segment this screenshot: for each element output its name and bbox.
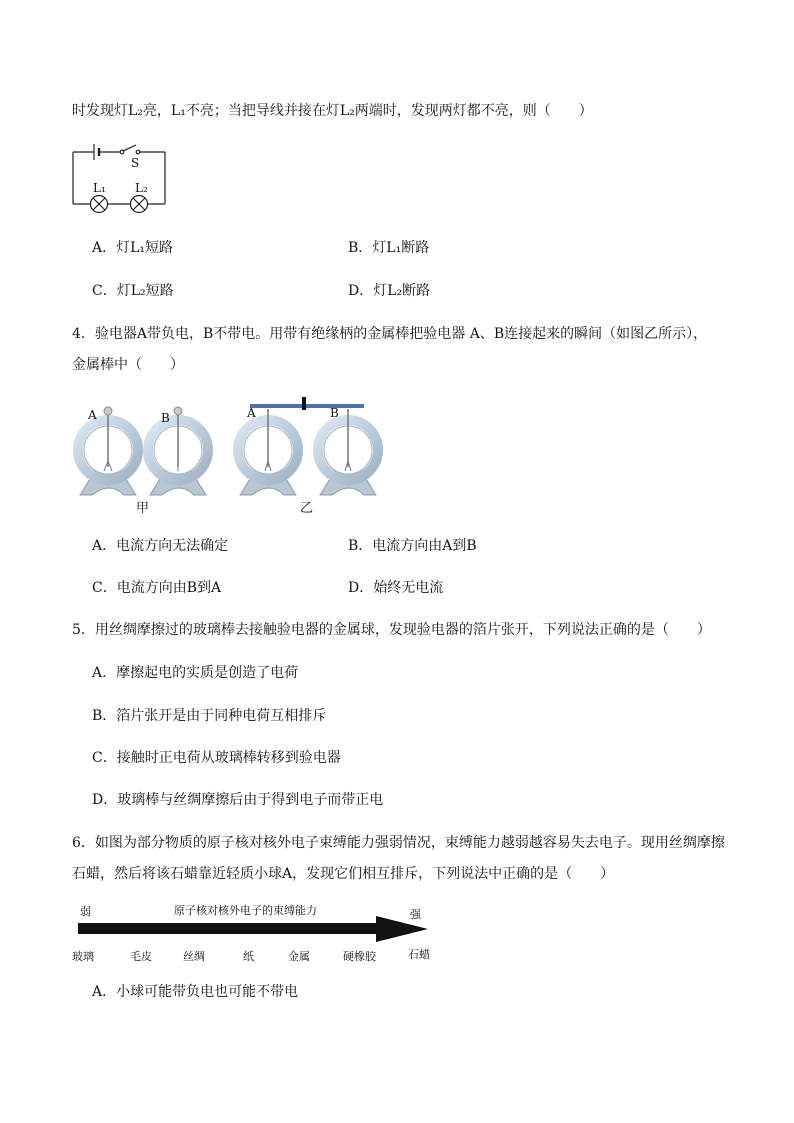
metal-rod [250,404,364,408]
lamp1-label: L₁ [93,181,106,195]
q4-option-d: D．始终无电流 [348,580,444,596]
label-a-yi: A [247,406,256,420]
insulating-handle [302,397,306,410]
material-glass: 玻璃 [72,950,94,963]
q3-option-c: C．灯L₂短路 [92,283,174,299]
material-silk: 丝绸 [183,950,205,963]
label-jia: 甲 [136,501,150,516]
q5-option-c: C．接触时正电荷从玻璃棒转移到验电器 [92,750,341,766]
q3-option-a: A．灯L₁短路 [92,240,174,256]
q4-option-a: A．电流方向无法确定 [92,538,229,554]
q4-option-c: C．电流方向由B到A [92,580,222,596]
q5-stem: 5．用丝绸摩擦过的玻璃棒去接触验电器的金属球，发现验电器的箔片张开，下列说法正确的是（ ） [72,622,711,638]
label-yi: 乙 [300,501,314,516]
q6-scale-arrow [78,914,433,944]
q3-stem-tail: 时发现灯L₂亮，L₁不亮；当把导线并接在灯L₂两端时，发现两灯都不亮，则（ ） [72,103,593,119]
scale-strong-label: 强 [410,908,421,921]
q5-option-a: A．摩擦起电的实质是创造了电荷 [92,665,299,681]
q4-stem-line1: 4．验电器A带负电，B不带电。用带有绝缘柄的金属棒把验电器 A、B连接起来的瞬间（如图乙所示）， [72,326,708,342]
q5-option-b: B．箔片张开是由于同种电荷互相排斥 [92,708,327,724]
electroscope-b-yi [318,409,378,495]
q4-option-b: B．电流方向由A到B [348,538,477,554]
material-fur: 毛皮 [130,950,152,963]
scale-weak-label: 弱 [80,905,91,918]
material-paper: 纸 [243,950,254,963]
q4-stem-line2: 金属棒中（ ） [72,357,184,373]
q6-stem-line2: 石蜡，然后将该石蜡靠近轻质小球A，发现它们相互排斥，下列说法中正确的是（ ） [72,866,615,882]
q6-option-a: A．小球可能带负电也可能不带电 [92,984,299,1000]
scale-title: 原子核对核外电子的束缚能力 [174,904,317,917]
electroscope-a-jia [78,407,138,495]
material-metal: 金属 [288,950,310,963]
q3-option-b: B．灯L₁断路 [348,240,430,256]
q5-option-d: D．玻璃棒与丝绸摩擦后由于得到电子而带正电 [92,792,384,808]
material-rubber: 硬橡胶 [343,950,376,963]
label-b-jia: B [161,411,170,425]
q3-option-d: D．灯L₂断路 [348,283,431,299]
lamp2-label: L₂ [135,181,148,195]
material-wax: 石蜡 [408,948,430,961]
q4-electroscope-figure [70,395,390,500]
electroscope-b-jia [148,407,208,495]
label-b-yi: B [330,406,339,420]
label-a-jia: A [88,408,97,422]
electroscope-a-yi [238,409,298,495]
q6-stem-line1: 6．如图为部分物质的原子核对核外电子束缚能力强弱情况，束缚能力越弱越容易失去电子。现用丝绸摩擦 [72,835,725,851]
switch-label: S [131,156,140,170]
q3-circuit-diagram [70,140,170,220]
